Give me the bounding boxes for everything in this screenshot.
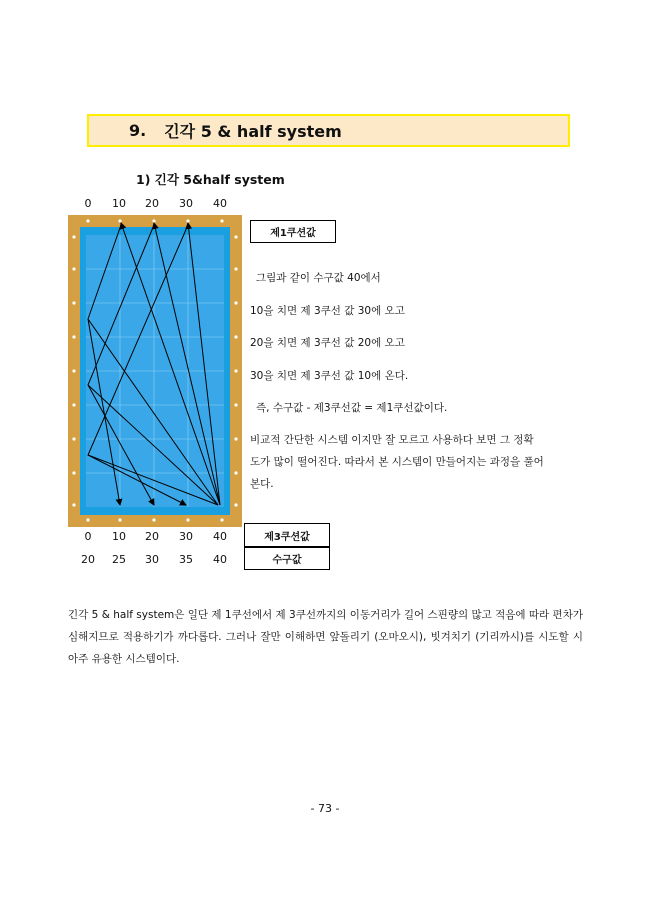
billiard-table-diagram [68, 215, 242, 527]
cue-tick-30: 30 [145, 553, 159, 566]
top-tick-40: 40 [213, 197, 227, 210]
body-paragraph: 긴각 5 & half system은 일단 제 1쿠선에서 제 3쿠선까지의 이동거리가 길어 스핀량의 많고 적음에 따라 편차가 심해지므로 적용하기가 까다롭다. 그러나 잘만 이해하면 앞돌리기 (오마오시), 빗겨치기 (기리까시)를 시도할 시 아주 유용한 시스템이다. [68, 609, 583, 665]
section-heading [87, 114, 570, 147]
cue-value-label: 수구값 [244, 547, 330, 570]
top-tick-0: 0 [84, 197, 92, 210]
section-title: 긴각 5 & half system [164, 122, 342, 141]
subsection-heading: 1) 긴각 5&half system [136, 172, 285, 187]
page-number: - 73 - [310, 802, 340, 815]
bottom-tick-10: 10 [112, 530, 126, 543]
side-text-line5: 즉, 수구값 - 제3쿠선값 = 제1쿠선값이다. [256, 402, 448, 414]
side-text-line2: 10을 치면 제 3쿠선 값 30에 오고 [250, 305, 405, 317]
bottom-tick-20: 20 [145, 530, 159, 543]
cue-tick-25: 25 [112, 553, 126, 566]
side-text-line6c: 본다. [250, 478, 274, 490]
bottom-tick-0: 0 [84, 530, 92, 543]
cue-tick-20: 20 [81, 553, 95, 566]
bottom-tick-40: 40 [213, 530, 227, 543]
top-tick-20: 20 [145, 197, 159, 210]
cue-tick-35: 35 [179, 553, 193, 566]
section-number: 9. [129, 121, 147, 140]
cue-tick-40: 40 [213, 553, 227, 566]
side-text-line4: 30을 치면 제 3쿠선 값 10에 온다. [250, 370, 409, 382]
third-cushion-label: 제3쿠션값 [244, 523, 330, 547]
bottom-tick-30: 30 [179, 530, 193, 543]
side-text-line3: 20을 치면 제 3쿠선 값 20에 오고 [250, 337, 405, 349]
first-cushion-label: 제1쿠션값 [250, 220, 336, 243]
side-text-line6a: 비교적 간단한 시스템 이지만 잘 모르고 사용하다 보면 그 정확 [250, 434, 534, 446]
top-tick-30: 30 [179, 197, 193, 210]
side-text-line6b: 도가 많이 떨어진다. 따라서 본 시스템이 만들어지는 과정을 풀어 [250, 456, 544, 468]
side-text-line1: 그림과 같이 수구값 40에서 [256, 272, 381, 284]
top-tick-10: 10 [112, 197, 126, 210]
